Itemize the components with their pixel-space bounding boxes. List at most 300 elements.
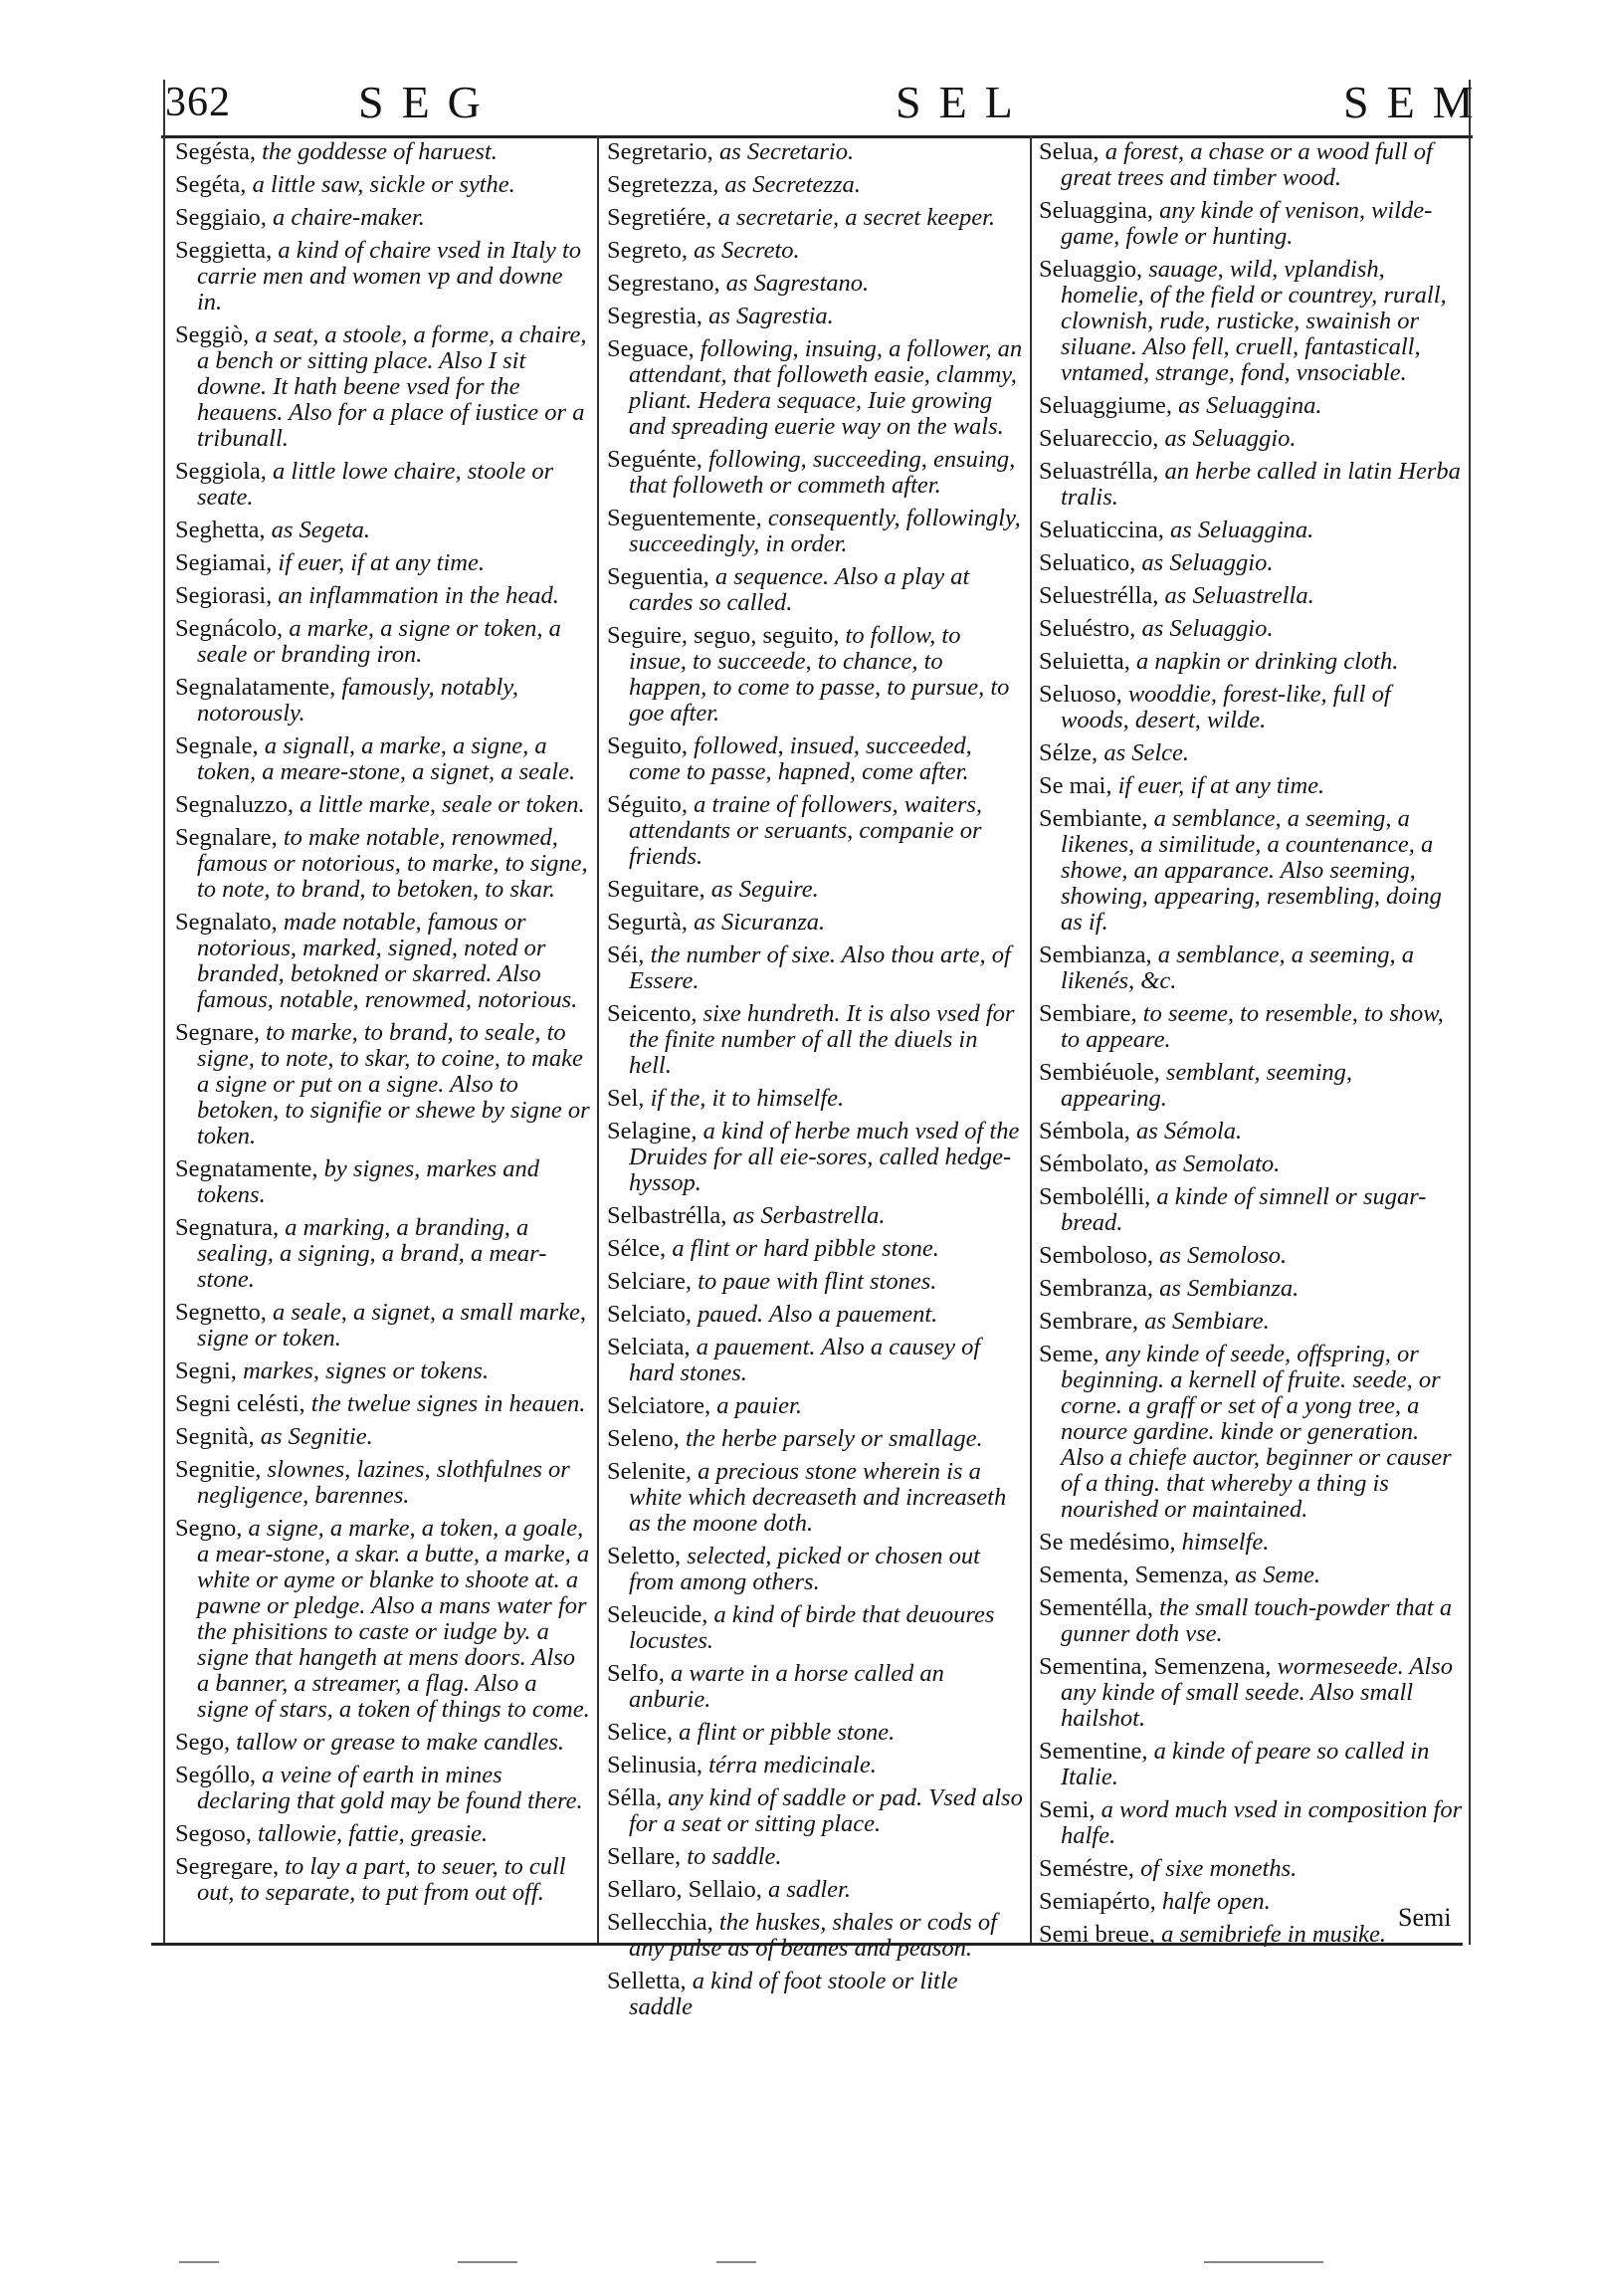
- definition: as Seluaggio.: [1141, 549, 1274, 576]
- definition: to seeme, to resemble, to show, to appeare.: [1061, 1000, 1444, 1053]
- definition: following, insuing, a follower, an attendant, that followeth easie, clammy, pliant. Hedera sequace, Iuie growing and spreading euerie way on the wals.: [629, 335, 1023, 440]
- definition: as Segeta.: [271, 517, 370, 543]
- definition: a warte in a horse called an anburie.: [629, 1660, 944, 1713]
- definition: famously, notably, notorously.: [197, 674, 518, 727]
- dictionary-entry: [607, 1459, 1023, 1537]
- headword: Segnatamente,: [175, 1155, 318, 1182]
- definition: as Sagrestia.: [708, 303, 834, 329]
- dictionary-entry: [1039, 1739, 1463, 1790]
- definition: a traine of followers, waiters, attendants or seruants, companie or friends.: [629, 791, 983, 870]
- headword: Segurtà,: [607, 909, 688, 936]
- definition: as Serbastrella.: [732, 1202, 886, 1229]
- dictionary-entry: [607, 304, 1023, 329]
- dictionary-entry: [1039, 1119, 1463, 1145]
- definition: as Seluaggio.: [1141, 615, 1274, 642]
- headword: Seme,: [1039, 1341, 1100, 1367]
- headword: Segrestia,: [607, 303, 702, 329]
- definition: a seat, a stoole, a forme, a chaire, a bench or sitting place. Also I sit downe. It hath beene vsed for the heauens. Also for a place of iustice or a tribunall.: [197, 321, 587, 452]
- dictionary-entry: [1039, 682, 1463, 733]
- definition: semblant, seeming, appearing.: [1061, 1059, 1353, 1112]
- definition: the herbe parsely or smallage.: [685, 1425, 983, 1452]
- definition: made notable, famous or notorious, marked, signed, noted or branded, betokned or skarred. Also famous, notable, renowmed, notorious.: [197, 909, 578, 1013]
- headword: Sémbolato,: [1039, 1150, 1149, 1177]
- dictionary-entry: [1039, 616, 1463, 642]
- headword: Seguentia,: [607, 563, 709, 590]
- headword: Seggiola,: [175, 458, 267, 485]
- headword: Seluatico,: [1039, 549, 1136, 576]
- dictionary-entry: [175, 1457, 591, 1509]
- headword: Se mai,: [1039, 772, 1112, 799]
- dictionary-entry: [607, 1269, 1023, 1295]
- dictionary-entry: [1039, 1184, 1463, 1236]
- headword: Semiapérto,: [1039, 1888, 1156, 1915]
- headword: Selciare,: [607, 1268, 693, 1295]
- dictionary-entry: [607, 1544, 1023, 1595]
- headword: Selletta,: [607, 1968, 687, 1994]
- headword: Seluietta,: [1039, 648, 1130, 675]
- headword: Sembianza,: [1039, 941, 1152, 968]
- column-3: [1039, 138, 1463, 1948]
- dictionary-entry: [1039, 1797, 1463, 1849]
- definition: térra medicinale.: [708, 1752, 877, 1778]
- dictionary-entry: [175, 518, 591, 543]
- definition: selected, picked or chosen out from among others.: [629, 1543, 980, 1595]
- definition: as Selce.: [1103, 739, 1190, 766]
- headword: Seluaggiume,: [1039, 392, 1173, 419]
- dictionary-entry: [607, 910, 1023, 936]
- headword: Selenite,: [607, 1458, 693, 1485]
- dictionary-entry: [175, 733, 591, 785]
- dictionary-entry: [607, 447, 1023, 499]
- dictionary-entry: [175, 792, 591, 818]
- dictionary-entry: [175, 1763, 591, 1814]
- running-header: [159, 72, 1492, 133]
- headword: Seguentemente,: [607, 505, 762, 531]
- header-right-guide: SEM: [1343, 77, 1492, 127]
- definition: tallowie, fattie, greasie.: [258, 1820, 489, 1847]
- dictionary-entry: [1039, 1276, 1463, 1302]
- definition: the number of sixe. Also thou arte, of Essere.: [629, 941, 1011, 994]
- headword: Segnare,: [175, 1019, 261, 1046]
- headword: Seluestrélla,: [1039, 582, 1159, 609]
- dictionary-entry: [175, 616, 591, 668]
- dictionary-entry: [175, 1391, 591, 1417]
- dictionary-entry: [607, 1086, 1023, 1112]
- headword: Segnale,: [175, 732, 259, 759]
- dictionary-entry: [175, 550, 591, 576]
- definition: a secretarie, a secret keeper.: [717, 204, 996, 231]
- headword: Sélze,: [1039, 739, 1099, 766]
- headword: Segregare,: [175, 1853, 280, 1880]
- definition: to make notable, renowmed, famous or notorious, to marke, to signe, to note, to brand, to betoken, to skar.: [197, 824, 588, 903]
- headword: Seghetta,: [175, 517, 266, 543]
- page-number: 362: [165, 80, 231, 125]
- dictionary-entry: [175, 825, 591, 903]
- headword: Segnatura,: [175, 1214, 280, 1241]
- dictionary-entry: [175, 1215, 591, 1293]
- definition: a seale, a signet, a small marke, signe or token.: [197, 1299, 587, 1352]
- definition: as Sicuranza.: [694, 909, 826, 936]
- headword: Selciata,: [607, 1334, 691, 1360]
- headword: Sélce,: [607, 1235, 667, 1262]
- definition: a kinde of peare so called in Italie.: [1061, 1738, 1430, 1790]
- headword: Séguito,: [607, 791, 688, 818]
- definition: to marke, to brand, to seale, to signe, to note, to skar, to coine, to make a signe or put on a signe. Also to betoken, to signifie or shewe by signe or token.: [197, 1019, 590, 1149]
- headword: Segretario,: [607, 138, 713, 165]
- headword: Seluaggio,: [1039, 256, 1143, 283]
- headword: Seluaggina,: [1039, 197, 1153, 224]
- definition: a marke, a signe or token, a seale or branding iron.: [197, 615, 561, 668]
- definition: a forest, a chase or a wood full of great trees and timber wood.: [1061, 138, 1433, 191]
- dictionary-entry: [175, 322, 591, 452]
- dictionary-entry: [607, 1236, 1023, 1262]
- definition: as Seme.: [1235, 1562, 1321, 1588]
- definition: markes, signes or tokens.: [243, 1357, 490, 1384]
- definition: halfe open.: [1161, 1888, 1271, 1915]
- definition: a sequence. Also a play at cardes so called.: [629, 563, 970, 616]
- headword: Seluastrélla,: [1039, 458, 1159, 485]
- headword: Segiorasi,: [175, 582, 273, 609]
- definition: as Semolato.: [1155, 1150, 1281, 1177]
- definition: a kind of foot stoole or litle saddle: [629, 1968, 958, 2020]
- headword: Sellecchia,: [607, 1909, 713, 1936]
- dictionary-entry: [607, 1910, 1023, 1962]
- headword: Selfo,: [607, 1660, 665, 1687]
- dictionary-entry: [1039, 257, 1463, 386]
- dictionary-entry: [1039, 1151, 1463, 1177]
- dictionary-entry: [607, 1203, 1023, 1229]
- definition: as Seluaggio.: [1164, 425, 1297, 452]
- headword: Seleucide,: [607, 1601, 708, 1628]
- dictionary-entry: [175, 1300, 591, 1352]
- headword: Sementine,: [1039, 1738, 1148, 1765]
- dictionary-entry: [1039, 1342, 1463, 1523]
- definition: a word much vsed in composition for halfe.: [1061, 1796, 1463, 1849]
- column-rule-2: [1030, 135, 1032, 1943]
- column-rule-right: [1469, 80, 1471, 1945]
- headword: Sellare,: [607, 1843, 682, 1870]
- dictionary-entry: [175, 238, 591, 315]
- dictionary-entry: [1039, 649, 1463, 675]
- headword: Segnaluzzo,: [175, 791, 295, 818]
- dictionary-entry: [175, 1854, 591, 1906]
- headword: Segno,: [175, 1515, 243, 1542]
- dictionary-entry: [607, 172, 1023, 198]
- definition: a marking, a branding, a sealing, a signing, a brand, a mear-stone.: [197, 1214, 547, 1293]
- definition: a kind of birde that deuoures locustes.: [629, 1601, 995, 1654]
- dictionary-entry: [607, 1302, 1023, 1328]
- definition: as Seluaggina.: [1178, 392, 1322, 419]
- definition: a pauier.: [716, 1392, 802, 1419]
- definition: as Sembiare.: [1144, 1308, 1270, 1335]
- dictionary-entry: [607, 792, 1023, 870]
- headword: Sélla,: [607, 1784, 663, 1811]
- dictionary-entry: [1039, 1563, 1463, 1588]
- headword: Segnalato,: [175, 909, 278, 936]
- dictionary-entry: [607, 271, 1023, 297]
- definition: a kinde of simnell or sugar-bread.: [1061, 1183, 1427, 1236]
- scan-edge-marks: [0, 2261, 1602, 2263]
- headword: Sególlo,: [175, 1762, 256, 1788]
- dictionary-entry: [607, 877, 1023, 903]
- headword: Selice,: [607, 1719, 673, 1746]
- headword: Segrestano,: [607, 270, 720, 297]
- headword: Semboloso,: [1039, 1242, 1154, 1269]
- headword: Seguénte,: [607, 446, 702, 473]
- headword: Sel,: [607, 1085, 645, 1112]
- headword: Sementa, Semenza,: [1039, 1562, 1230, 1588]
- headword: Segreto,: [607, 237, 688, 264]
- definition: if euer, if at any time.: [278, 549, 485, 576]
- dictionary-entry: [607, 733, 1023, 785]
- definition: as Sémola.: [1136, 1118, 1243, 1145]
- definition: as Seguire.: [710, 876, 819, 903]
- definition: a semblance, a seeming, a likenés, &c.: [1061, 941, 1414, 994]
- headword: Selciato,: [607, 1301, 693, 1328]
- dictionary-entry: [175, 1821, 591, 1847]
- definition: a flint or pibble stone.: [679, 1719, 896, 1746]
- dictionary-entry: [607, 139, 1023, 165]
- dictionary-entry: [607, 564, 1023, 616]
- dictionary-entry: [607, 1877, 1023, 1903]
- dictionary-entry: [175, 172, 591, 198]
- dictionary-entry: [607, 1001, 1023, 1079]
- dictionary-entry: [607, 1844, 1023, 1870]
- definition: any kinde of venison, wilde-game, fowle or hunting.: [1061, 197, 1433, 250]
- definition: the small touch-powder that a gunner doth vse.: [1061, 1594, 1453, 1647]
- definition: as Secretezza.: [724, 171, 861, 198]
- headword: Seluéstro,: [1039, 615, 1136, 642]
- definition: an herbe called in latin Herba tralis.: [1061, 458, 1461, 511]
- definition: a kind of chaire vsed in Italy to carrie men and women vp and downe in.: [197, 237, 582, 315]
- headword: Seguire, seguo, seguito,: [607, 622, 840, 649]
- headword: Segiamai,: [175, 549, 273, 576]
- definition: a little lowe chaire, stoole or seate.: [197, 458, 554, 511]
- definition: a signe, a marke, a token, a goale, a mear-stone, a skar. a butte, a marke, a white or ayme or blanke to shoote at. a pawne or pledge. Also a mans water for the phisitions to caste or iudge by. a signe that hangeth at mens doors. Also a banner, a streamer, a flag. Also a signe of stars, a token of things to come.: [197, 1515, 590, 1723]
- dictionary-entry: [1039, 1309, 1463, 1335]
- headword: Sembranza,: [1039, 1275, 1153, 1302]
- headword: Sellaro, Sellaio,: [607, 1876, 762, 1903]
- definition: the huskes, shales or cods of any pulse as of beanes and peason.: [629, 1909, 997, 1962]
- headword: Sementélla,: [1039, 1594, 1153, 1621]
- dictionary-entry: [1039, 550, 1463, 576]
- headword: Selagine,: [607, 1118, 698, 1145]
- dictionary-entry: [175, 1424, 591, 1450]
- column-rule-1: [597, 135, 599, 1943]
- headword: Seletto,: [607, 1543, 682, 1569]
- headword: Sementina, Semenzena,: [1039, 1653, 1272, 1680]
- definition: wooddie, forest-like, full of woods, desert, wilde.: [1061, 681, 1391, 733]
- definition: the goddesse of haruest.: [262, 138, 498, 165]
- headword: Seméstre,: [1039, 1855, 1134, 1882]
- headword: Selinusia,: [607, 1752, 702, 1778]
- definition: to paue with flint stones.: [698, 1268, 937, 1295]
- definition: any kinde of seede, offspring, or beginning. a kernell of fruite. seede, or corne. a graff or set of a yong tree, a nource gardine. kinde or generation. Also a chiefe auctor, beginner or causer of a thing. that whereby a thing is nourished or maintained.: [1061, 1341, 1452, 1523]
- definition: as Semoloso.: [1159, 1242, 1288, 1269]
- headword: Sembiare,: [1039, 1000, 1137, 1027]
- headword: Segéta,: [175, 171, 247, 198]
- headword: Segnetto,: [175, 1299, 267, 1326]
- definition: as Seluaggina.: [1169, 517, 1314, 543]
- dictionary-entry: [1039, 1595, 1463, 1647]
- dictionary-entry: [607, 942, 1023, 994]
- definition: following, succeeding, ensuing, that followeth or commeth after.: [629, 446, 1016, 499]
- headword: Segésta,: [175, 138, 256, 165]
- catchword: Semi: [1398, 1903, 1452, 1932]
- headword: Seicento,: [607, 1000, 698, 1027]
- dictionary-entry: [175, 1156, 591, 1208]
- headword: Sembiante,: [1039, 805, 1148, 832]
- dictionary-entry: [607, 1661, 1023, 1713]
- headword: Sembolélli,: [1039, 1183, 1151, 1210]
- definition: a napkin or drinking cloth.: [1135, 648, 1399, 675]
- definition: tallow or grease to make candles.: [236, 1729, 565, 1756]
- dictionary-entry: [1039, 942, 1463, 994]
- dictionary-entry: [607, 1393, 1023, 1419]
- dictionary-entry: [1039, 1060, 1463, 1112]
- dictionary-entry: [1039, 518, 1463, 543]
- definition: an inflammation in the head.: [278, 582, 559, 609]
- dictionary-entry: [607, 1969, 1023, 2020]
- headword: Segnitie,: [175, 1456, 262, 1483]
- column-1: [175, 139, 591, 1931]
- dictionary-entry: [1039, 1243, 1463, 1269]
- headword: Seguitare,: [607, 876, 705, 903]
- definition: as Segnitie.: [260, 1423, 373, 1450]
- dictionary-entry: [1039, 1530, 1463, 1556]
- headword: Segoso,: [175, 1820, 252, 1847]
- headword: Seluoso,: [1039, 681, 1122, 708]
- headword: Seggiò,: [175, 321, 250, 348]
- dictionary-entry: [1039, 139, 1463, 191]
- dictionary-entry: [175, 205, 591, 231]
- definition: to lay a part, to seuer, to cull out, to separate, to put from out off.: [197, 1853, 566, 1906]
- dictionary-entry: [175, 910, 591, 1013]
- dictionary-entry: [175, 1516, 591, 1723]
- dictionary-entry: [1039, 740, 1463, 766]
- definition: of sixe moneths.: [1140, 1855, 1298, 1882]
- definition: to saddle.: [687, 1843, 782, 1870]
- dictionary-entry: [175, 675, 591, 727]
- dictionary-entry: [607, 336, 1023, 440]
- definition: wormeseede. Also any kinde of small seede. Also small hailshot.: [1061, 1653, 1453, 1732]
- headword: Seguace,: [607, 335, 695, 362]
- definition: paued. Also a pauement.: [698, 1301, 938, 1328]
- dictionary-entry: [1039, 1654, 1463, 1732]
- column-rule-left: [163, 80, 165, 1945]
- dictionary-entry: [607, 1785, 1023, 1837]
- definition: consequently, followingly, succeedingly, in order.: [629, 505, 1021, 557]
- dictionary-entry: [175, 583, 591, 609]
- dictionary-entry: [175, 459, 591, 511]
- definition: as Sembianza.: [1159, 1275, 1300, 1302]
- headword: Segretezza,: [607, 171, 719, 198]
- dictionary-entry: [1039, 806, 1463, 936]
- headword: Seluareccio,: [1039, 425, 1159, 452]
- definition: by signes, markes and tokens.: [197, 1155, 540, 1208]
- definition: slownes, lazines, slothfulnes or negligence, barennes.: [197, 1456, 570, 1509]
- dictionary-entry: [175, 139, 591, 165]
- definition: as Secreto.: [694, 237, 800, 264]
- header-left-guide: SEG: [358, 77, 499, 127]
- definition: a semibriefe in musike.: [1161, 1921, 1387, 1948]
- definition: a flint or hard pibble stone.: [672, 1235, 939, 1262]
- definition: the twelue signes in heauen.: [310, 1390, 586, 1417]
- headword: Selua,: [1039, 138, 1100, 165]
- definition: followed, insued, succeeded, come to passe, hapned, come after.: [629, 732, 972, 785]
- headword: Segni,: [175, 1357, 237, 1384]
- headword: Séi,: [607, 941, 645, 968]
- definition: a signall, a marke, a signe, a token, a meare-stone, a signet, a seale.: [197, 732, 576, 785]
- definition: a precious stone wherein is a white which decreaseth and increaseth as the moone doth.: [629, 1458, 1007, 1537]
- headword: Selbastrélla,: [607, 1202, 727, 1229]
- headword: Segnità,: [175, 1423, 255, 1450]
- headword: Seggietta,: [175, 237, 273, 264]
- dictionary-entry: [607, 623, 1023, 727]
- definition: a little saw, sickle or sythe.: [252, 171, 515, 198]
- headword: Seleno,: [607, 1425, 680, 1452]
- dictionary-entry: [175, 1020, 591, 1149]
- headword: Sembiéuole,: [1039, 1059, 1160, 1086]
- dictionary-entry: [607, 1426, 1023, 1452]
- definition: a little marke, seale or token.: [300, 791, 585, 818]
- definition: any kind of saddle or pad. Vsed also for a seat or sitting place.: [629, 1784, 1023, 1837]
- dictionary-entry: [607, 1335, 1023, 1386]
- definition: himselfe.: [1181, 1529, 1270, 1556]
- bottom-rule: [151, 1943, 1463, 1946]
- headword: Semi,: [1039, 1796, 1096, 1823]
- header-middle-guide: SEL: [896, 77, 1031, 127]
- definition: a semblance, a seeming, a likenes, a similitude, a countenance, a showe, an apparance. Also seeming, showing, appearing, resembling, doing as if.: [1061, 805, 1442, 936]
- headword: Seguito,: [607, 732, 688, 759]
- dictionary-entry: [607, 506, 1023, 557]
- definition: if the, it to himselfe.: [650, 1085, 845, 1112]
- dictionary-entry: [1039, 198, 1463, 250]
- dictionary-entry: [607, 1119, 1023, 1196]
- dictionary-entry: [1039, 459, 1463, 511]
- dictionary-entry: [607, 205, 1023, 231]
- headword: Semi breue,: [1039, 1921, 1156, 1948]
- definition: sixe hundreth. It is also vsed for the finite number of all the diuels in hell.: [629, 1000, 1015, 1079]
- headword: Seluaticcina,: [1039, 517, 1164, 543]
- definition: as Sagrestano.: [725, 270, 870, 297]
- headword: Sémbola,: [1039, 1118, 1130, 1145]
- headword: Selciatore,: [607, 1392, 711, 1419]
- definition: if euer, if at any time.: [1117, 772, 1325, 799]
- headword: Se medésimo,: [1039, 1529, 1176, 1556]
- headword: Segretiére,: [607, 204, 712, 231]
- definition: a chaire-maker.: [273, 204, 425, 231]
- dictionary-entry: [1039, 426, 1463, 452]
- dictionary-entry: [607, 1602, 1023, 1654]
- definition: a sadler.: [767, 1876, 851, 1903]
- dictionary-entry: [1039, 1856, 1463, 1882]
- dictionary-entry: [607, 1753, 1023, 1778]
- dictionary-entry: [1039, 583, 1463, 609]
- headword: Segni celésti,: [175, 1390, 305, 1417]
- dictionary-entry: [607, 238, 1023, 264]
- headword: Sego,: [175, 1729, 231, 1756]
- headword: Seggiaio,: [175, 204, 267, 231]
- dictionary-entry: [1039, 1001, 1463, 1053]
- headword: Sembrare,: [1039, 1308, 1138, 1335]
- definition: to follow, to insue, to succeede, to chance, to happen, to come to passe, to pursue, to goe after.: [629, 622, 1010, 727]
- dictionary-entry: [607, 1720, 1023, 1746]
- definition: a veine of earth in mines declaring that gold may be found there.: [197, 1762, 583, 1814]
- definition: a pauement. Also a causey of hard stones.: [629, 1334, 981, 1386]
- definition: a kind of herbe much vsed of the Druides for all eie-sores, called hedge-hyssop.: [629, 1118, 1020, 1196]
- dictionary-entry: [1039, 773, 1463, 799]
